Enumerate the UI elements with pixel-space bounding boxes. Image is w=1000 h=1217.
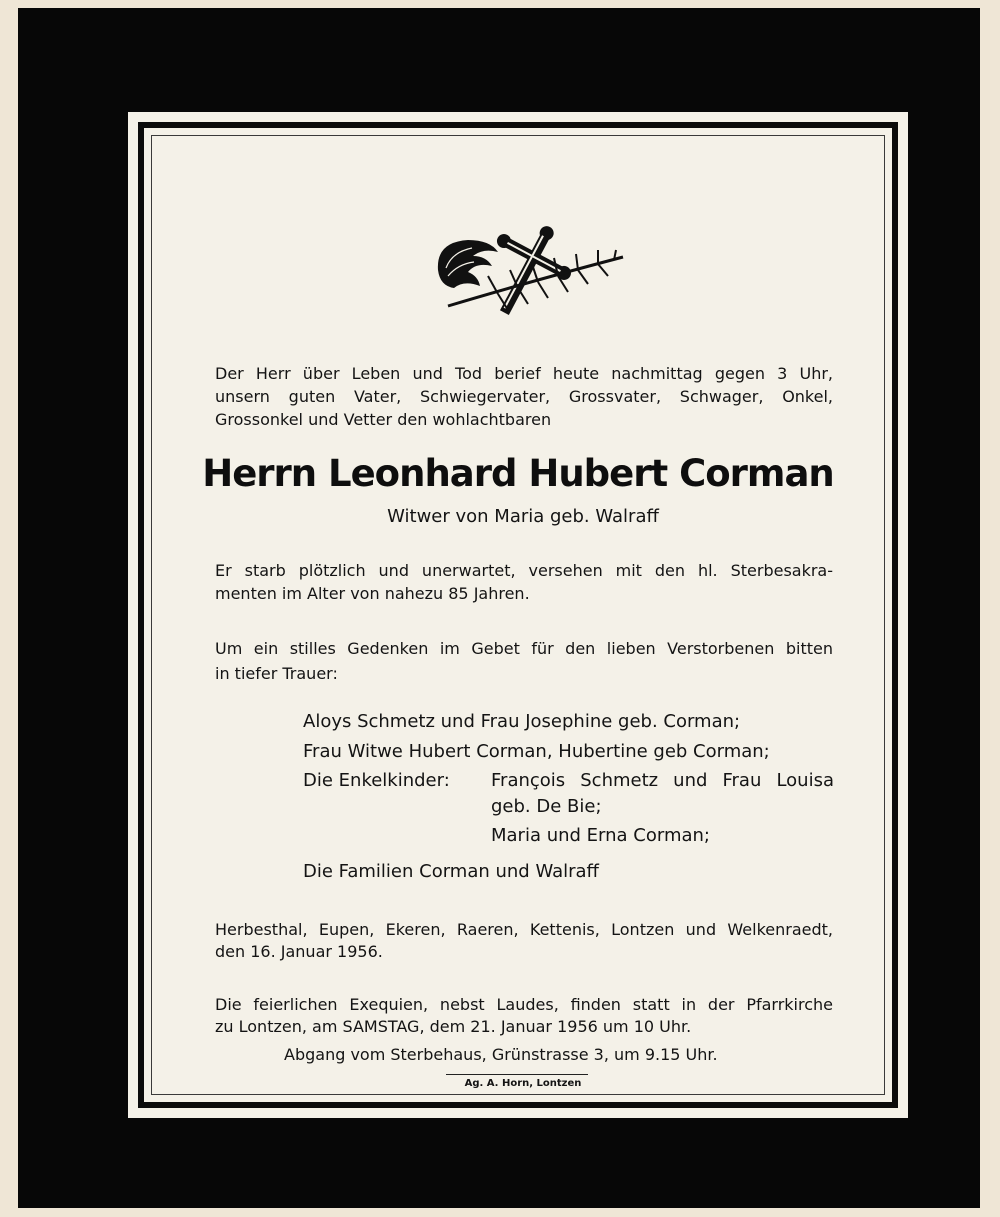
mourner-line-1: Aloys Schmetz und Frau Josephine geb. Corman; <box>303 711 741 732</box>
funeral-line-1: Die feierlichen Exequien, nebst Laudes, finden statt in der Pfarrkirche <box>215 995 833 1014</box>
cross-and-palm-branch-icon <box>428 222 628 322</box>
mourning-card <box>18 8 980 1208</box>
grandchildren-line-1: François Schmetz und Frau Louisa <box>491 770 834 791</box>
deceased-name: Herrn Leonhard Hubert Corman <box>202 452 834 495</box>
place-line-2: den 16. Januar 1956. <box>215 942 383 961</box>
grandchildren-line-3: Maria und Erna Corman; <box>491 825 710 846</box>
place-line-1: Herbesthal, Eupen, Ekeren, Raeren, Kettenis, Lontzen und Welkenraedt, <box>215 920 833 939</box>
departure-line: Abgang vom Sterbehaus, Grünstrasse 3, um 9.15 Uhr. <box>284 1045 718 1064</box>
printer-imprint: Ag. A. Horn, Lontzen <box>464 1078 582 1089</box>
grandchildren-line-2: geb. De Bie; <box>491 796 602 817</box>
intro-line-1: Der Herr über Leben und Tod berief heute nachmittag gegen 3 Uhr, <box>215 364 833 383</box>
request-line-2: in tiefer Trauer: <box>215 664 338 683</box>
printer-rule <box>446 1074 588 1075</box>
request-line-1: Um ein stilles Gedenken im Gebet für den lieben Verstorbenen bitten <box>215 639 833 658</box>
card-paper <box>128 112 908 1118</box>
mourner-line-2: Frau Witwe Hubert Corman, Hubertine geb Corman; <box>303 741 770 762</box>
intro-line-2: unsern guten Vater, Schwiegervater, Grossvater, Schwager, Onkel, <box>215 387 833 406</box>
intro-line-3: Grossonkel und Vetter den wohlachtbaren <box>215 410 552 429</box>
death-line-1: Er starb plötzlich und unerwartet, versehen mit den hl. Sterbesakra- <box>215 561 833 580</box>
death-line-2: menten im Alter von nahezu 85 Jahren. <box>215 584 530 603</box>
grandchildren-label: Die Enkelkinder: <box>303 770 450 791</box>
families-line: Die Familien Corman und Walraff <box>303 861 599 882</box>
widower-line: Witwer von Maria geb. Walraff <box>387 506 659 527</box>
funeral-line-2: zu Lontzen, am SAMSTAG, dem 21. Januar 1956 um 10 Uhr. <box>215 1017 692 1036</box>
